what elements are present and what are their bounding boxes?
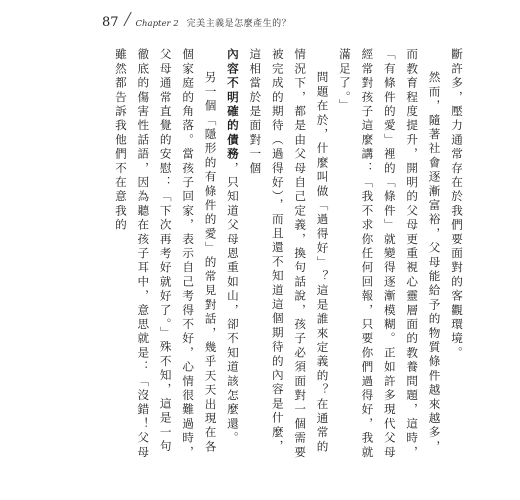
paragraph-4-rest: ，只知道父母恩重如山，卻不知道該怎麼還。 xyxy=(225,161,240,446)
bold-phrase: 內容不明確的債務 xyxy=(225,48,240,162)
chapter-title: 完美主義是怎麼產生的？ xyxy=(186,19,292,29)
paragraph-4 xyxy=(222,48,244,468)
paragraph-5: 另一個「隱形的有條件的愛」的常見對話，幾乎天天出現在各個家庭的角落。當孩子回家，表示自己考得不好，心情很難過時，父母通常直覺的安慰：「下次再考好就好了。」殊不知，這是一句徹底的傷害性話語，因為聽在孩子耳中，意思就是：「沒錯！父母雖然都告訴我他們不在意我的 xyxy=(113,48,218,460)
body-text xyxy=(110,48,469,468)
running-header xyxy=(102,14,291,30)
paragraph-3: 問題在於，什麼叫做「過得好」？這是誰來定義的？在通常的情況下，都是由父母自己定義，換句話說，孩子必須面對一個需要被完成的期待（過得好），而且還不知道這個期待的內容是什麼，這相當於是面對一個 xyxy=(248,48,330,460)
slash-divider-icon xyxy=(121,14,135,26)
paragraph-2: 然而，隨著社會逐漸富裕，父母能給予的物質條件越來越多，而教育程度提升，開明的父母更重視心靈層面的教養問題，這時，「有條件的愛」裡的「條件」就變得逐漸模糊。正如許多現代父母經常對孩子這麼講：「我不求你任何回報，只要你們過得好，我就滿足了。」 xyxy=(337,48,442,460)
page-number: 87 xyxy=(102,15,119,30)
chapter-label: Chapter 2 xyxy=(135,19,179,29)
paragraph-1: 斷許多，壓力通常存在於我們要面對的客觀環境。 xyxy=(450,48,464,361)
